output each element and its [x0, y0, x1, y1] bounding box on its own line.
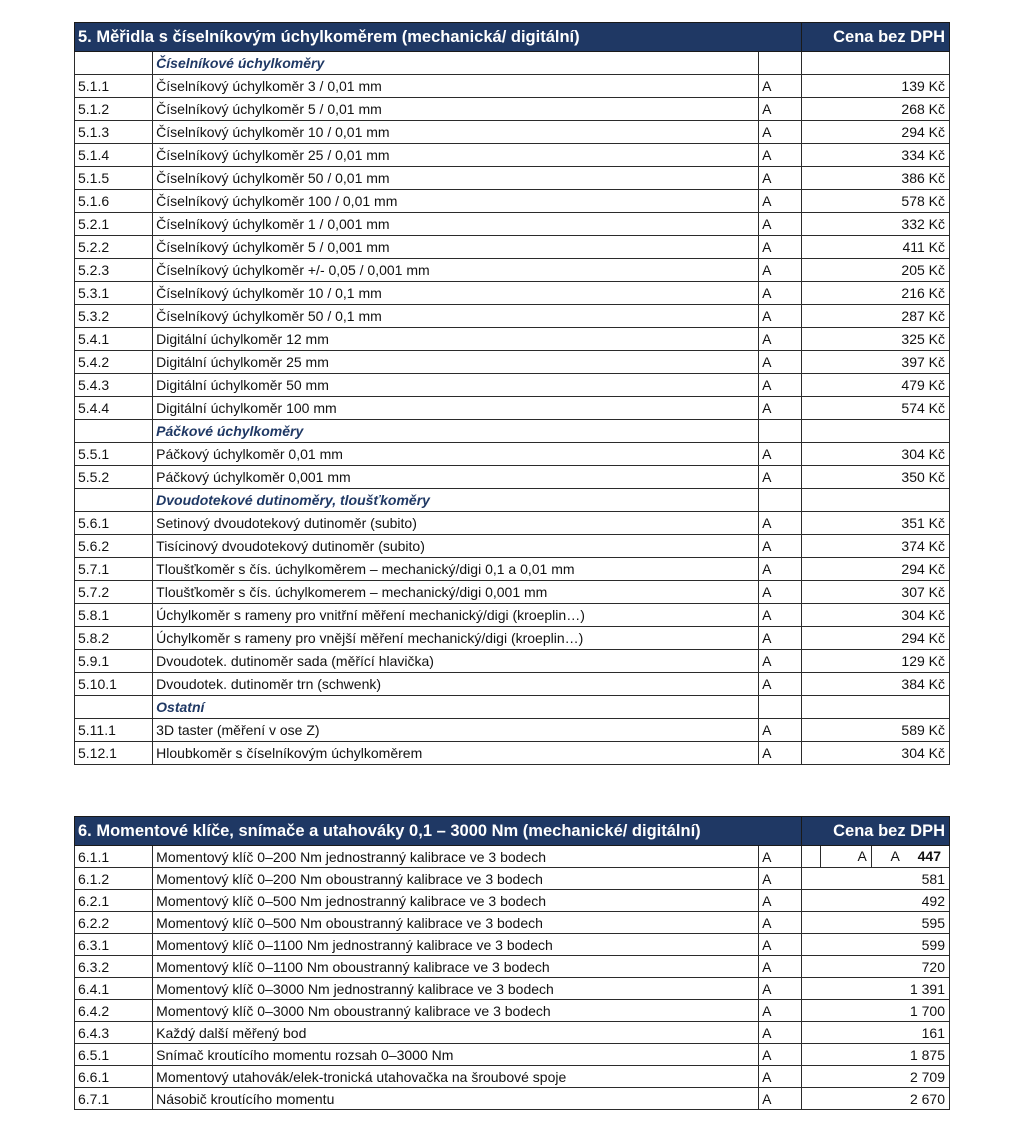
item-price: 294 Kč [801, 558, 949, 581]
item-code: 5.3.1 [75, 282, 153, 305]
item-price: 720 [801, 956, 949, 978]
item-code: 5.11.1 [75, 719, 153, 742]
table-row [75, 934, 950, 956]
table-row [75, 535, 950, 558]
item-code: 6.1.1 [75, 846, 153, 868]
category-cell [759, 489, 802, 512]
item-name: Momentový klíč 0–200 Nm oboustranný kalibrace ve 3 bodech [153, 868, 759, 890]
item-category: A [759, 236, 802, 259]
item-name: Číselníkový úchylkoměr 50 / 0,01 mm [153, 167, 759, 190]
item-price: 578 Kč [801, 190, 949, 213]
table-row [75, 1088, 950, 1110]
item-category: A [759, 956, 802, 978]
item-category: A [759, 868, 802, 890]
item-category: A [759, 978, 802, 1000]
item-price: 2 709 [801, 1066, 949, 1088]
item-category: A [759, 934, 802, 956]
item-price: 304 Kč [801, 443, 949, 466]
item-name: Úchylkoměr s rameny pro vnější měření mechanický/digi (kroeplin…) [153, 627, 759, 650]
item-code: 5.8.1 [75, 604, 153, 627]
item-price: 384 Kč [801, 673, 949, 696]
table-header [75, 23, 950, 52]
item-category: A [759, 328, 802, 351]
item-code: 5.7.2 [75, 581, 153, 604]
item-name: Tisícinový dvoudotekový dutinoměr (subito) [153, 535, 759, 558]
price-cell [801, 489, 949, 512]
item-price: 287 Kč [801, 305, 949, 328]
subheading-row [75, 420, 950, 443]
item-price: 332 Kč [801, 213, 949, 236]
category-cell [759, 696, 802, 719]
item-price: 325 Kč [801, 328, 949, 351]
extra-category: A [871, 846, 900, 867]
item-code: 6.2.1 [75, 890, 153, 912]
table-row [75, 236, 950, 259]
item-code: 6.4.3 [75, 1022, 153, 1044]
table-row [75, 890, 950, 912]
table-row [75, 144, 950, 167]
category-cell [759, 52, 802, 75]
table-row [75, 1000, 950, 1022]
item-code: 5.2.2 [75, 236, 153, 259]
item-price: 589 Kč [801, 719, 949, 742]
item-code: 5.4.2 [75, 351, 153, 374]
item-price: 307 Kč [801, 581, 949, 604]
item-price: 386 Kč [801, 167, 949, 190]
item-category: A [759, 581, 802, 604]
item-name: Digitální úchylkoměr 25 mm [153, 351, 759, 374]
item-category: A [759, 1000, 802, 1022]
table-row [75, 443, 950, 466]
item-code: 5.5.2 [75, 466, 153, 489]
item-category: A [759, 1044, 802, 1066]
item-name: 3D taster (měření v ose Z) [153, 719, 759, 742]
item-category: A [759, 213, 802, 236]
table-row [75, 397, 950, 420]
subheading-row [75, 696, 950, 719]
table-row [75, 305, 950, 328]
item-code: 5.1.4 [75, 144, 153, 167]
item-category: A [759, 558, 802, 581]
item-price: 1 875 [801, 1044, 949, 1066]
price-cell [801, 696, 949, 719]
table-row [75, 282, 950, 305]
item-category: A [759, 443, 802, 466]
item-price: 2 670 [801, 1088, 949, 1110]
price-cell [801, 52, 949, 75]
item-name: Číselníkový úchylkoměr +/- 0,05 / 0,001 mm [153, 259, 759, 282]
item-category: A [759, 627, 802, 650]
item-name: Páčkový úchylkoměr 0,001 mm [153, 466, 759, 489]
price-header: Cena bez DPH [801, 817, 949, 846]
item-code: 6.4.1 [75, 978, 153, 1000]
item-price: 374 Kč [801, 535, 949, 558]
item-category: A [759, 282, 802, 305]
item-category: A [759, 673, 802, 696]
subheading: Dvoudotekové dutinoměry, tloušťkoměry [153, 489, 759, 512]
price-table-section-5 [74, 22, 950, 765]
item-code: 5.1.1 [75, 75, 153, 98]
item-code: 5.7.1 [75, 558, 153, 581]
item-price: 350 Kč [801, 466, 949, 489]
item-name: Úchylkoměr s rameny pro vnitřní měření mechanický/digi (kroeplin…) [153, 604, 759, 627]
table-row [75, 912, 950, 934]
item-name: Hloubkoměr s číselníkovým úchylkoměrem [153, 742, 759, 765]
item-price: 599 [801, 934, 949, 956]
item-price: 268 Kč [801, 98, 949, 121]
subheading: Ostatní [153, 696, 759, 719]
item-code: 5.1.5 [75, 167, 153, 190]
table-row [75, 1044, 950, 1066]
item-name: Číselníkový úchylkoměr 5 / 0,01 mm [153, 98, 759, 121]
table-row [75, 121, 950, 144]
item-category: A [759, 742, 802, 765]
item-category: A [759, 144, 802, 167]
item-code: 5.10.1 [75, 673, 153, 696]
item-code: 5.1.2 [75, 98, 153, 121]
item-name: Násobič kroutícího momentu [153, 1088, 759, 1110]
item-category: A [759, 351, 802, 374]
item-code: 5.6.2 [75, 535, 153, 558]
item-name: Tloušťkoměr s čís. úchylkomerem – mechanický/digi 0,001 mm [153, 581, 759, 604]
item-code: 6.4.2 [75, 1000, 153, 1022]
item-category: A [759, 305, 802, 328]
table-row [75, 75, 950, 98]
item-name: Momentový klíč 0–200 Nm jednostranný kalibrace ve 3 bodech [153, 846, 759, 868]
item-price: 294 Kč [801, 121, 949, 144]
item-name: Digitální úchylkoměr 12 mm [153, 328, 759, 351]
item-code: 5.1.3 [75, 121, 153, 144]
item-code: 5.9.1 [75, 650, 153, 673]
item-name: Digitální úchylkoměr 50 mm [153, 374, 759, 397]
item-name: Tloušťkoměr s čís. úchylkoměrem – mechanický/digi 0,1 a 0,01 mm [153, 558, 759, 581]
item-name: Setinový dvoudotekový dutinoměr (subito) [153, 512, 759, 535]
table-row [75, 259, 950, 282]
item-code: 6.3.2 [75, 956, 153, 978]
item-price: 161 [801, 1022, 949, 1044]
item-name: Momentový klíč 0–1100 Nm jednostranný kalibrace ve 3 bodech [153, 934, 759, 956]
table-row [75, 742, 950, 765]
item-name: Momentový utahovák/elek-tronická utahovačka na šroubové spoje [153, 1066, 759, 1088]
item-category: A [759, 719, 802, 742]
subheading-row [75, 489, 950, 512]
item-code: 5.4.1 [75, 328, 153, 351]
item-code: 5.2.1 [75, 213, 153, 236]
table-row [75, 868, 950, 890]
table-row [75, 351, 950, 374]
item-name: Momentový klíč 0–3000 Nm oboustranný kalibrace ve 3 bodech [153, 1000, 759, 1022]
item-code: 5.6.1 [75, 512, 153, 535]
item-price: 351 Kč [801, 512, 949, 535]
item-code: 5.3.2 [75, 305, 153, 328]
table-row [75, 846, 950, 868]
item-name: Číselníkový úchylkoměr 10 / 0,1 mm [153, 282, 759, 305]
table-row [75, 466, 950, 489]
table-row [75, 1066, 950, 1088]
table-row [75, 328, 950, 351]
item-name: Každý další měřený bod [153, 1022, 759, 1044]
item-name: Číselníkový úchylkoměr 25 / 0,01 mm [153, 144, 759, 167]
item-code: 5.1.6 [75, 190, 153, 213]
table-row [75, 627, 950, 650]
table-row [75, 719, 950, 742]
item-price: 411 Kč [801, 236, 949, 259]
item-category: A [759, 535, 802, 558]
subheading: Číselníkové úchylkoměry [153, 52, 759, 75]
item-code: 5.12.1 [75, 742, 153, 765]
item-price: 1 391 [801, 978, 949, 1000]
item-price: 479 Kč [801, 374, 949, 397]
item-name: Digitální úchylkoměr 100 mm [153, 397, 759, 420]
item-category: A [759, 846, 802, 868]
item-code: 6.2.2 [75, 912, 153, 934]
item-name: Páčkový úchylkoměr 0,01 mm [153, 443, 759, 466]
price-header: Cena bez DPH [801, 23, 949, 52]
item-code: 5.5.1 [75, 443, 153, 466]
item-name: Snímač kroutícího momentu rozsah 0–3000 Nm [153, 1044, 759, 1066]
table-row [75, 190, 950, 213]
table-row [75, 581, 950, 604]
item-price: 492 [801, 890, 949, 912]
code-cell [75, 52, 153, 75]
item-code: 5.2.3 [75, 259, 153, 282]
item-category: A [759, 912, 802, 934]
item-category: A [759, 1088, 802, 1110]
item-category: A [759, 190, 802, 213]
item-category: A [759, 1022, 802, 1044]
item-price: 447 [917, 848, 941, 864]
table-row [75, 512, 950, 535]
price-cell [801, 846, 949, 868]
price-cell [801, 420, 949, 443]
item-name: Číselníkový úchylkoměr 3 / 0,01 mm [153, 75, 759, 98]
item-price: 304 Kč [801, 604, 949, 627]
item-code: 6.1.2 [75, 868, 153, 890]
item-code: 6.5.1 [75, 1044, 153, 1066]
extra-category: A [820, 846, 867, 867]
item-name: Číselníkový úchylkoměr 10 / 0,01 mm [153, 121, 759, 144]
table-row [75, 167, 950, 190]
code-cell [75, 489, 153, 512]
item-name: Číselníkový úchylkoměr 50 / 0,1 mm [153, 305, 759, 328]
item-category: A [759, 512, 802, 535]
item-category: A [759, 374, 802, 397]
item-price: 1 700 [801, 1000, 949, 1022]
table-row [75, 1022, 950, 1044]
item-price: 304 Kč [801, 742, 949, 765]
item-category: A [759, 98, 802, 121]
item-price: 334 Kč [801, 144, 949, 167]
item-price: 216 Kč [801, 282, 949, 305]
item-category: A [759, 121, 802, 144]
item-code: 5.8.2 [75, 627, 153, 650]
table-row [75, 558, 950, 581]
item-price: 397 Kč [801, 351, 949, 374]
table-row [75, 604, 950, 627]
table-row [75, 673, 950, 696]
table-row [75, 650, 950, 673]
item-code: 5.4.4 [75, 397, 153, 420]
item-name: Dvoudotek. dutinoměr sada (měřící hlavička) [153, 650, 759, 673]
item-name: Číselníkový úchylkoměr 5 / 0,001 mm [153, 236, 759, 259]
table-row [75, 98, 950, 121]
section-title: 6. Momentové klíče, snímače a utahováky 0,1 – 3000 Nm (mechanické/ digitální) [75, 817, 802, 846]
price-table-section-6 [74, 816, 950, 1110]
item-price: 581 [801, 868, 949, 890]
item-category: A [759, 604, 802, 627]
item-code: 6.6.1 [75, 1066, 153, 1088]
item-name: Momentový klíč 0–1100 Nm oboustranný kalibrace ve 3 bodech [153, 956, 759, 978]
item-price: 205 Kč [801, 259, 949, 282]
item-category: A [759, 890, 802, 912]
item-category: A [759, 466, 802, 489]
category-cell [759, 420, 802, 443]
item-name: Dvoudotek. dutinoměr trn (schwenk) [153, 673, 759, 696]
subheading-row [75, 52, 950, 75]
item-price: 294 Kč [801, 627, 949, 650]
code-cell [75, 696, 153, 719]
table-header [75, 817, 950, 846]
item-price: 574 Kč [801, 397, 949, 420]
item-price: 139 Kč [801, 75, 949, 98]
table-row [75, 956, 950, 978]
table-row [75, 213, 950, 236]
item-name: Číselníkový úchylkoměr 1 / 0,001 mm [153, 213, 759, 236]
item-name: Číselníkový úchylkoměr 100 / 0,01 mm [153, 190, 759, 213]
item-category: A [759, 650, 802, 673]
item-name: Momentový klíč 0–500 Nm oboustranný kalibrace ve 3 bodech [153, 912, 759, 934]
table-row [75, 374, 950, 397]
item-category: A [759, 75, 802, 98]
subheading: Páčkové úchylkoměry [153, 420, 759, 443]
item-code: 6.3.1 [75, 934, 153, 956]
item-category: A [759, 397, 802, 420]
item-name: Momentový klíč 0–500 Nm jednostranný kalibrace ve 3 bodech [153, 890, 759, 912]
item-category: A [759, 259, 802, 282]
item-name: Momentový klíč 0–3000 Nm jednostranný kalibrace ve 3 bodech [153, 978, 759, 1000]
item-price: 129 Kč [801, 650, 949, 673]
section-title: 5. Měřidla s číselníkovým úchylkoměrem (mechanická/ digitální) [75, 23, 802, 52]
item-category: A [759, 1066, 802, 1088]
item-code: 6.7.1 [75, 1088, 153, 1110]
table-row [75, 978, 950, 1000]
item-price: 595 [801, 912, 949, 934]
code-cell [75, 420, 153, 443]
item-category: A [759, 167, 802, 190]
item-code: 5.4.3 [75, 374, 153, 397]
